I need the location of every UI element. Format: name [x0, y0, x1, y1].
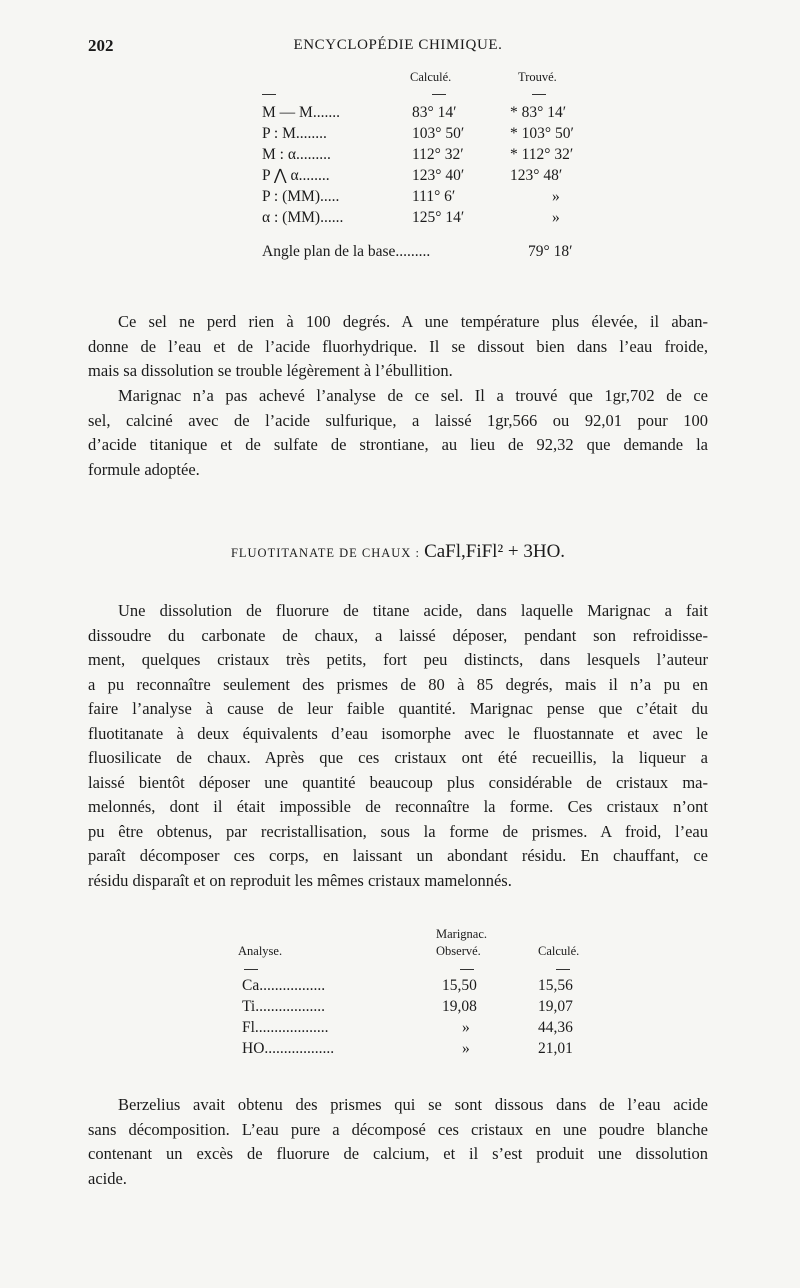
observe-value: »: [462, 1019, 470, 1036]
composition-table-header: [238, 925, 618, 963]
calcule-value: 123° 40′: [412, 167, 465, 184]
angles-table: [262, 70, 622, 228]
observe-value: 19,08: [442, 998, 477, 1015]
text-line: donne de l’eau et de l’acide fluorhydrique. Il se dissout bien dans l’eau froide,: [88, 336, 708, 356]
calcule-value: 44,36: [538, 1019, 573, 1036]
trouve-value: »: [552, 209, 560, 226]
calcule-value: 19,07: [538, 998, 573, 1015]
text-line: Ce sel ne perd rien à 100 degrés. A une température plus élevée, il aban-: [118, 312, 708, 331]
paragraph-berzelius: [88, 1093, 708, 1191]
trouve-value: * 112° 32′: [510, 146, 574, 163]
base-angle-row: [262, 243, 622, 265]
table-row: [238, 975, 618, 996]
header-dashes: [238, 963, 618, 975]
table-row: [262, 186, 622, 207]
text-line: faire l’analyse à cause de leur faible quantité. Marignac pense que c’était du: [88, 699, 708, 718]
row-label: P : (MM).....: [262, 188, 340, 205]
row-label: M — M.......: [262, 104, 340, 121]
col-calcule: Calculé.: [410, 70, 452, 84]
dash: [262, 94, 276, 95]
text-line: formule adoptée.: [88, 459, 200, 479]
calcule-value: 83° 14′: [412, 104, 457, 121]
dash: [532, 94, 546, 95]
dash: [556, 969, 570, 970]
observe-value: 15,50: [442, 977, 477, 994]
calcule-value: 125° 14′: [412, 209, 465, 226]
text-line: laissé bientôt déposer une quantité beaucoup plus considérable de cristaux ma-: [88, 772, 708, 792]
base-angle-value: 79° 18′: [528, 243, 573, 260]
row-label: M : α.........: [262, 146, 331, 163]
observe-value: »: [462, 1040, 470, 1057]
col-observe: Observé.: [436, 944, 481, 958]
text-line: contenant un excès de fluorure de calcium, et il s’est produit une dissolution: [88, 1144, 708, 1163]
composition-table: [238, 925, 618, 1059]
calcule-value: 111° 6′: [412, 188, 456, 205]
element-label: Ca.................: [242, 977, 326, 994]
dash: [244, 969, 258, 970]
text-line: mais sa dissolution se trouble légèrement à l’ébullition.: [88, 361, 453, 380]
element-label: HO..................: [242, 1040, 335, 1057]
calcule-value: 21,01: [538, 1040, 573, 1057]
col-calcule: Calculé.: [538, 944, 580, 958]
trouve-value: 123° 48′: [510, 167, 563, 184]
text-line: Berzelius avait obtenu des prismes qui se sont dissous dans de l’eau acide: [118, 1095, 708, 1114]
row-label: α : (MM)......: [262, 209, 344, 226]
text-line: Marignac n’a pas achevé l’analyse de ce sel. Il a trouvé que 1gr,702 de ce: [118, 386, 708, 405]
text-line: acide.: [88, 1168, 127, 1188]
text-line: fluotitanate à deux équivalents d’eau isomorphe avec le fluostannate et avec le: [88, 723, 708, 743]
table-row: [238, 1017, 618, 1038]
col-analyse: Analyse.: [238, 944, 283, 958]
text-line: résidu disparaît et on reproduit les mêmes cristaux mamelonnés.: [88, 870, 512, 890]
running-title: ENCYCLOPÉDIE CHIMIQUE.: [293, 37, 503, 53]
trouve-value: »: [552, 188, 560, 205]
element-label: Ti..................: [242, 998, 325, 1015]
calcule-value: 112° 32′: [412, 146, 464, 163]
paragraph-stability: [88, 310, 708, 384]
trouve-value: * 83° 14′: [510, 104, 567, 121]
text-line: a pu reconnaître seulement des prismes de 80 à 85 degrés, mais il n’a pu en: [88, 674, 708, 694]
text-line: fluosilicate de chaux. Après que ces cristaux ont été recueillis, la liqueur a: [88, 748, 708, 767]
table-row: [238, 996, 618, 1017]
table-row: [262, 207, 622, 228]
col-trouve: Trouvé.: [518, 70, 557, 84]
text-line: pu être obtenus, par recristallisation, sous la forme de prismes. A froid, l’eau: [88, 821, 708, 841]
table-row: [262, 144, 622, 165]
table-row: [262, 123, 622, 144]
text-line: ment, quelques cristaux très petits, fort peu distincts, dans lesquels l’auteur: [88, 650, 708, 669]
table-row: [262, 102, 622, 123]
text-line: dissoudre du carbonate de chaux, a laissé déposer, pendant son refroidisse-: [88, 625, 708, 645]
base-angle-label: Angle plan de la base.........: [262, 243, 431, 260]
text-line: sans décomposition. L’eau pure a décomposé ces cristaux en une poudre blanche: [88, 1119, 708, 1139]
header-dashes: [262, 88, 622, 102]
row-label: P : M........: [262, 125, 327, 142]
heading-formula: CaFl,FiFl² + 3HO.: [424, 541, 566, 562]
paragraph-analysis: [88, 384, 708, 482]
angles-table-header: [262, 70, 622, 88]
paragraph-description: [88, 599, 708, 893]
dash: [460, 969, 474, 970]
calcule-value: 103° 50′: [412, 125, 465, 142]
table-row: [238, 1038, 618, 1059]
text-line: d’acide titanique et de sulfate de strontiane, au lieu de 92,32 que demande la: [88, 435, 708, 454]
calcule-value: 15,56: [538, 977, 573, 994]
text-line: melonnés, dont il était impossible de reconnaître la forme. Ces cristaux n’ont: [88, 797, 708, 816]
text-line: sel, calciné avec de l’acide sulfurique, a laissé 1gr,566 ou 92,01 pour 100: [88, 410, 708, 430]
trouve-value: * 103° 50′: [510, 125, 574, 142]
row-label: P ⋀ α........: [262, 167, 330, 184]
text-line: paraît décomposer ces corps, en laissant un abondant résidu. En chauffant, ce: [88, 846, 708, 865]
page-number: 202: [88, 36, 114, 55]
dash: [432, 94, 446, 95]
page-header: [88, 36, 708, 60]
text-line: Une dissolution de fluorure de titane acide, dans laquelle Marignac a fait: [118, 601, 708, 620]
col-marignac: Marignac.: [436, 927, 488, 941]
section-heading: [88, 541, 708, 563]
table-row: [262, 165, 622, 186]
heading-label: FLUOTITANATE DE CHAUX :: [230, 546, 425, 560]
element-label: Fl...................: [242, 1019, 329, 1036]
